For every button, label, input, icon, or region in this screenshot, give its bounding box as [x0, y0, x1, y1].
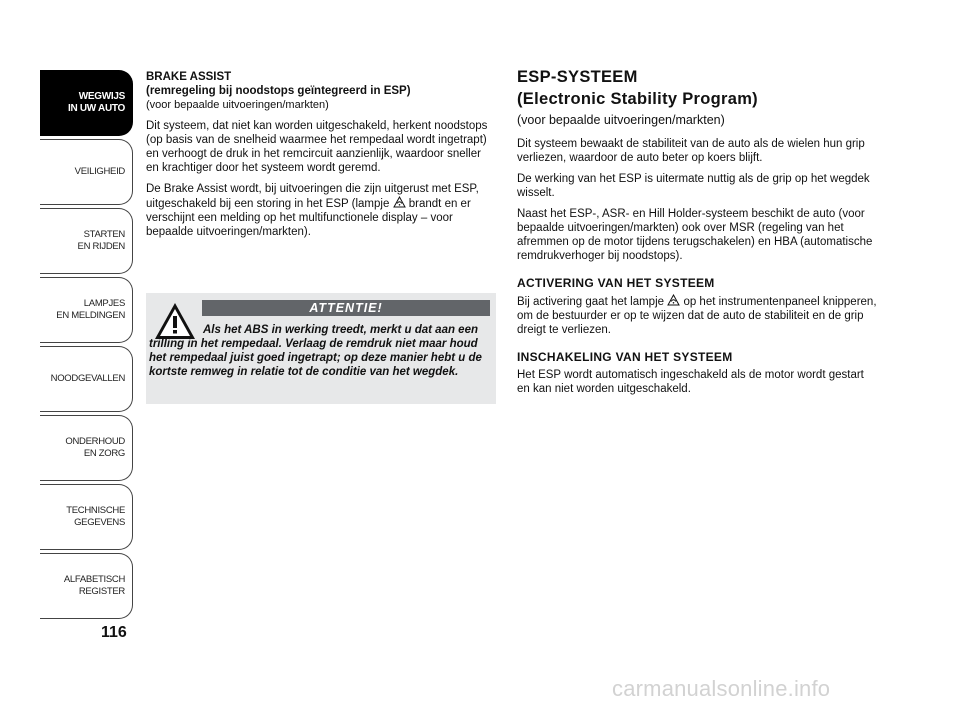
esp-warning-lamp-icon [667, 294, 680, 306]
tab-technische[interactable]: TECHNISCHE GEGEVENS [40, 484, 133, 550]
paragraph: Dit systeem bewaakt de stabiliteit van de auto als de wielen hun grip verliezen, waardoor de auto beter op koers blijft. [517, 138, 865, 164]
paragraph: Dit systeem, dat niet kan worden uitgeschakeld, herkent noodstops (op basis van de snelheid waarmee het rempedaal wordt ingetrapt) en verhoogt de druk in het remcircuit aanzienlijk, waardoor sneller en krachtiger door het systeem wordt geremd. [146, 120, 488, 174]
warning-box [146, 293, 496, 404]
tab-noodgevallen[interactable]: NOODGEVALLEN [40, 346, 133, 412]
tab-veiligheid[interactable]: VEILIGHEID [40, 139, 133, 205]
watermark: carmanualsonline.info [612, 676, 831, 701]
brake-assist-section [146, 70, 496, 239]
section-subtitle: (voor bepaalde uitvoeringen/markten) [517, 113, 725, 127]
section-title-detail: (remregeling bij noodstops geïntegreerd in ESP) [146, 85, 411, 97]
paragraph-text: brandt en er verschijnt een melding op het multifunctionele display – voor bepaalde uitvoeringen/markten). [146, 198, 471, 238]
tab-alfabetisch[interactable]: ALFABETISCH REGISTER [40, 553, 133, 619]
esp-section [517, 66, 877, 396]
subheading-switch-on: INSCHAKELING VAN HET SYSTEEM [517, 350, 733, 364]
tab-lampjes[interactable]: LAMPJES EN MELDINGEN [40, 277, 133, 343]
esp-warning-lamp-icon [393, 196, 406, 208]
paragraph-text: Bij activering gaat het lampje [517, 296, 665, 308]
warning-label: ATTENTIE! [202, 300, 490, 316]
paragraph-with-icon [146, 182, 496, 239]
section-heading: ESP-SYSTEEM [517, 68, 638, 86]
tab-wegwijs[interactable]: WEGWIJS IN UW AUTO [40, 70, 133, 136]
paragraph-text: De Brake Assist wordt, bij uitvoeringen die zijn uitgerust met ESP, uitgeschakeld bij een storing in het ESP (lampje [146, 183, 479, 210]
section-subtitle: (voor bepaalde uitvoeringen/markten) [146, 99, 329, 111]
paragraph-text: op het instrumentenpaneel knipperen, om de bestuurder er op te wijzen dat de auto de stabiliteit en de grip dreigt te verliezen. [517, 296, 877, 336]
paragraph: Naast het ESP-, ASR- en Hill Holder-systeem beschikt de auto (voor bepaalde uitvoeringen/markten) ook over MSR (regeling van het afremmen op de motor tijdens terugschakelen) en HBA (automatische remdrukverhoger bij noodstops). [517, 208, 873, 262]
paragraph: De werking van het ESP is uitermate nuttig als de grip op het wegdek wisselt. [517, 173, 870, 199]
section-heading-detail: (Electronic Stability Program) [517, 90, 758, 108]
tab-starten[interactable]: STARTEN EN RIJDEN [40, 208, 133, 274]
tab-onderhoud[interactable]: ONDERHOUD EN ZORG [40, 415, 133, 481]
subheading-activation: ACTIVERING VAN HET SYSTEEM [517, 276, 715, 290]
paragraph-with-icon [517, 294, 877, 337]
section-title: BRAKE ASSIST [146, 71, 232, 83]
warning-text: Als het ABS in werking treedt, merkt u dat aan een trilling in het rempedaal. Verlaag de remdruk niet maar houd het rempedaal juist goed ingetrapt; op deze manier hebt u de kortste remweg in relatie tot de conditie van het wegdek. [149, 324, 482, 378]
page-number: 116 [101, 624, 127, 641]
paragraph: Het ESP wordt automatisch ingeschakeld als de motor wordt gestart en kan niet worden uitgeschakeld. [517, 369, 864, 395]
